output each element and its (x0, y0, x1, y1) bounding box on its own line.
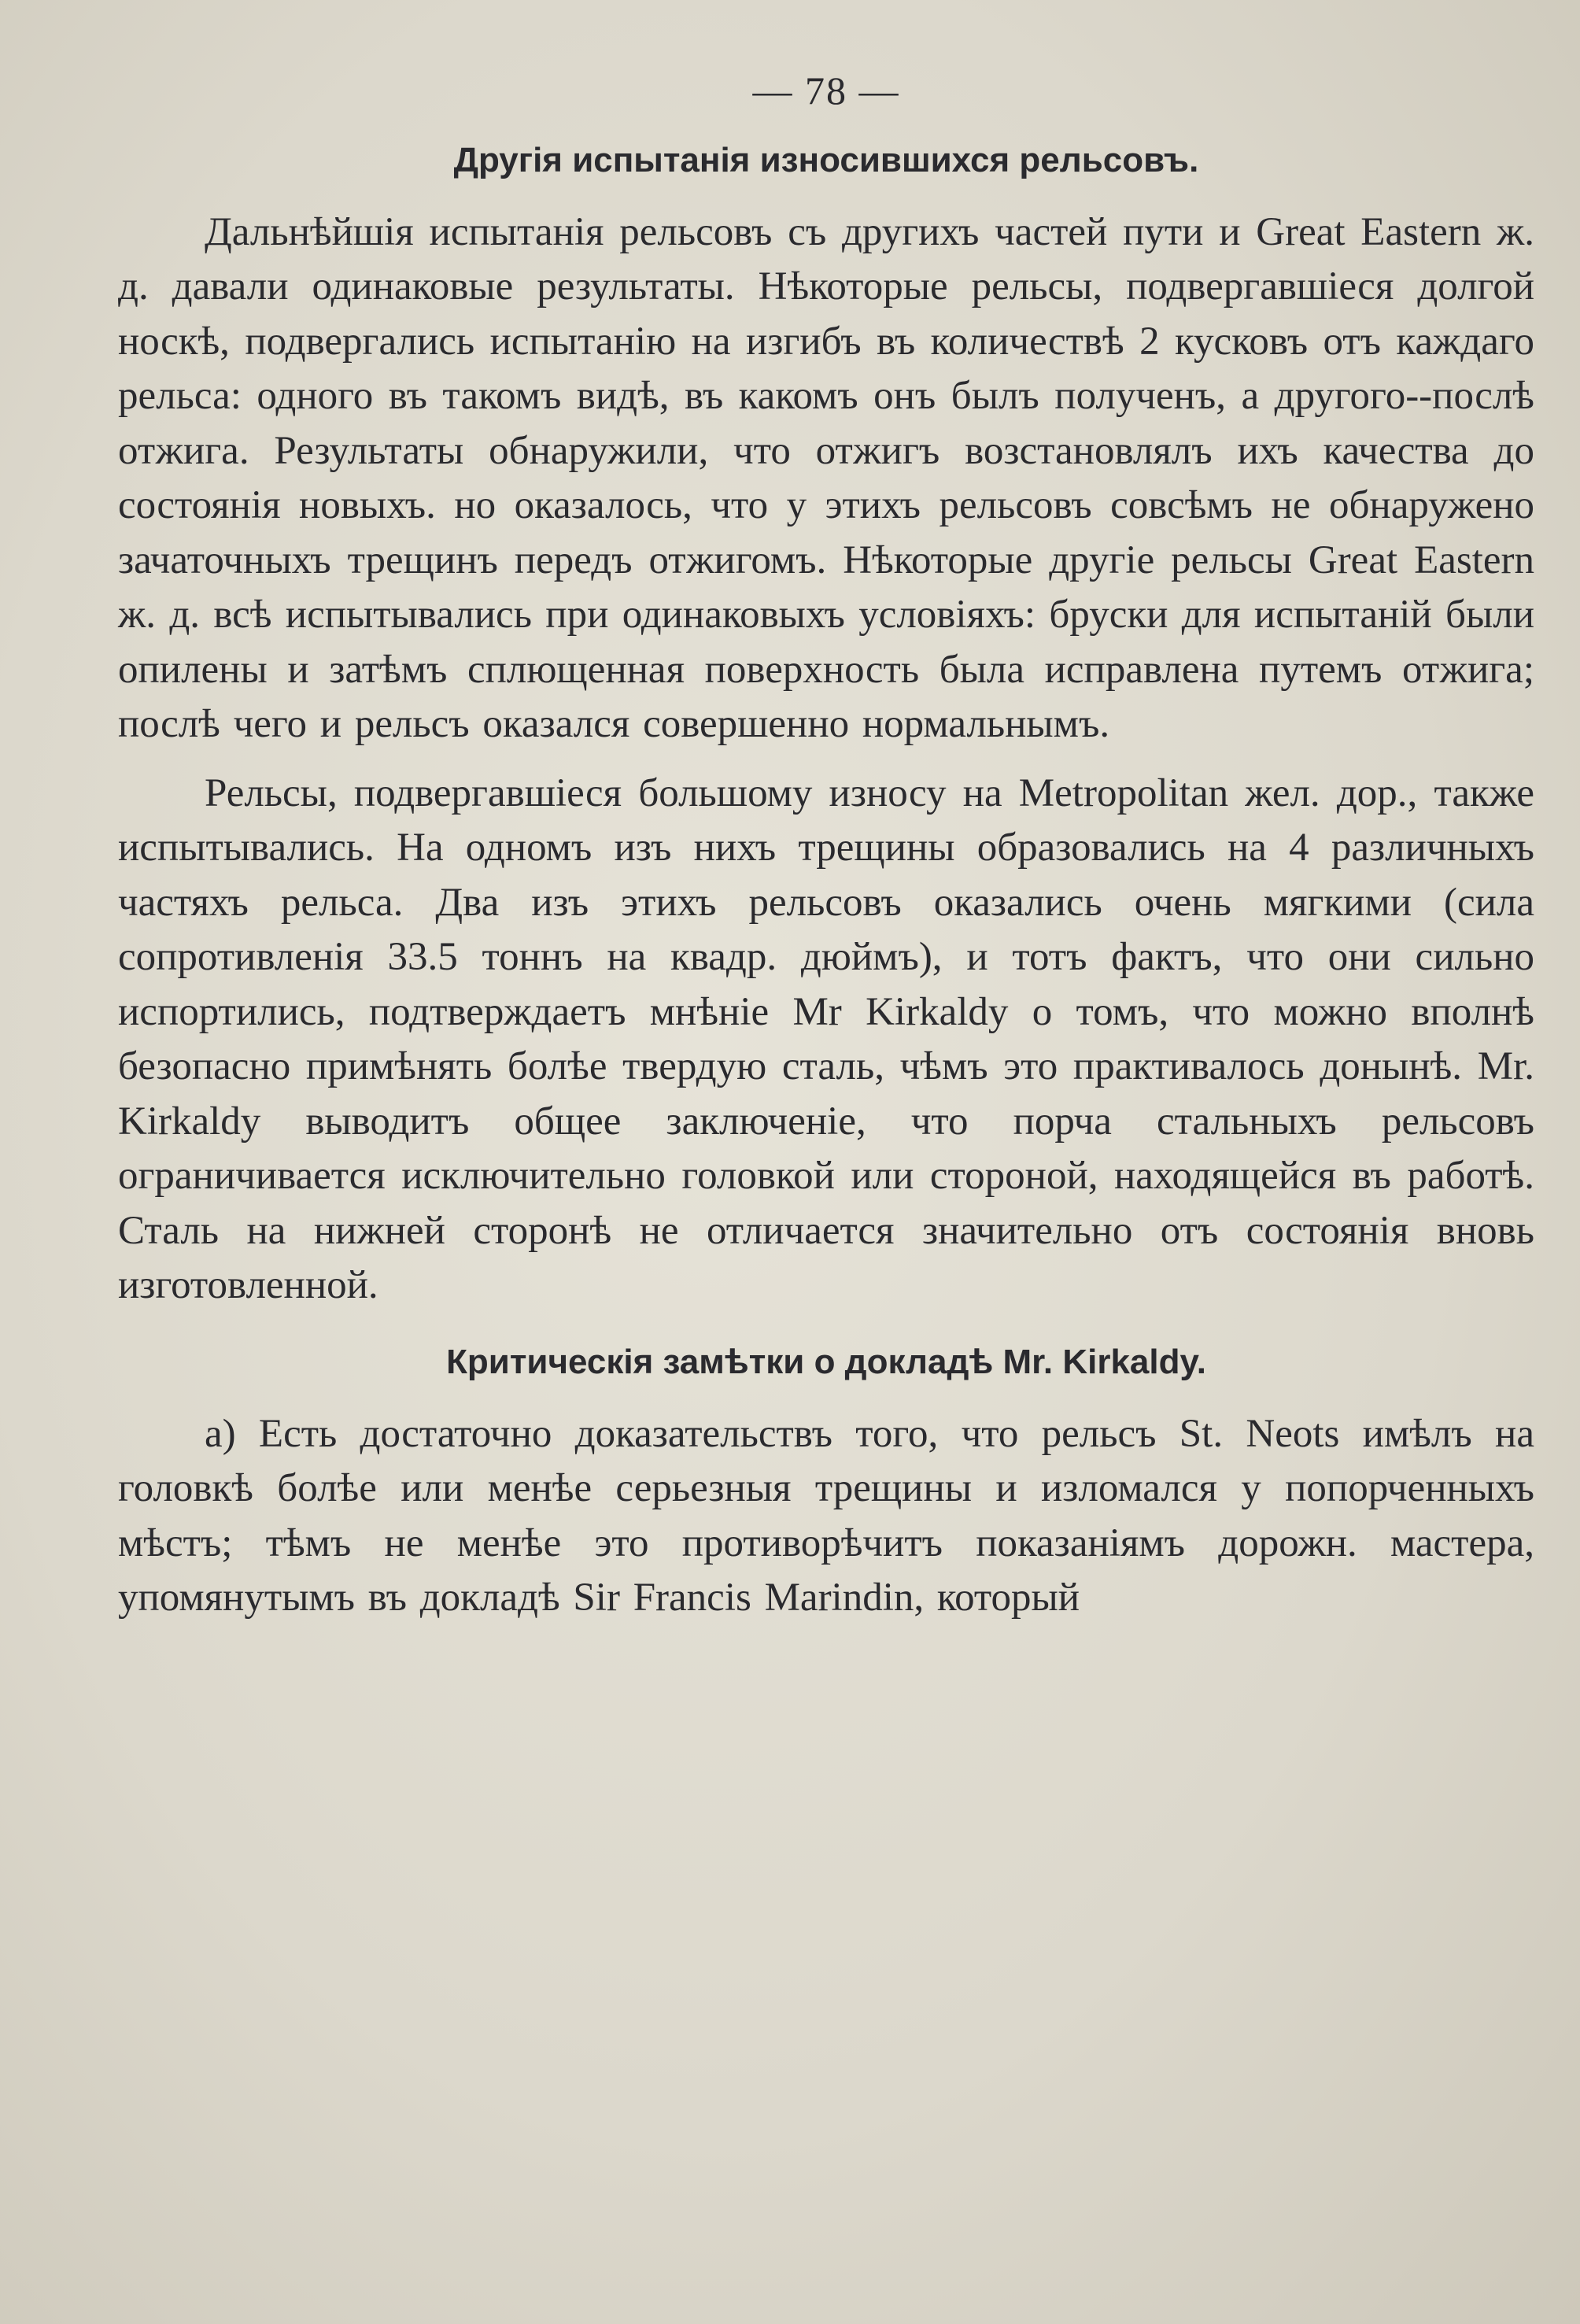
paragraph: а) Есть достаточно доказательствъ того, что рельсъ St. Neots имѣлъ на головкѣ болѣе или менѣе серьезныя трещины и изломался у попорченныхъ мѣстъ; тѣмъ не менѣе это противорѣчитъ показанiямъ дорожн. мастера, упомянутымъ въ докладѣ Sir Francis Marindin, который (118, 1411, 1534, 1620)
page-text (118, 68, 1534, 1640)
paragraph: Рельсы, подвергавшiеся большому износу на Metropolitan жел. дор., также испытывались. На одномъ изъ нихъ трещины образовались на 4 различныхъ частяхъ рельса. Два изъ этихъ рельсовъ оказались очень мягкими (сила сопротивленiя 33.5 тоннъ на квадр. дюймъ), и тотъ фактъ, что они сильно испортились, подтверждаетъ мнѣнiе Mr Kirkaldy о томъ, что можно вполнѣ безопасно примѣнять болѣе твердую сталь, чѣмъ это практивалось донынѣ. Mr. Kirkaldy выводитъ общее заключенiе, что порча стальныхъ рельсовъ ограничивается исключительно головкой или стороной, находящейся въ работѣ. Сталь на нижней сторонѣ не отличается значительно отъ состоянiя вновь изготовленной. (118, 770, 1534, 1308)
paragraph: Дальнѣйшiя испытанiя рельсовъ съ другихъ частей пути и Great Eastern ж. д. давали одинаковые результаты. Нѣкоторые рельсы, подвергавшiеся долгой носкѣ, подвергались испытанiю на изгибъ въ количествѣ 2 кусковъ отъ каждаго рельса: одного въ такомъ видѣ, въ какомъ онъ былъ полученъ, а другого--послѣ отжига. Результаты обнаружили, что отжигъ возстановлялъ ихъ качества до состоянiя новыхъ. но оказалось, что у этихъ рельсовъ совсѣмъ не обнаружено зачаточныхъ трещинъ передъ отжигомъ. Нѣкоторые другiе рельсы Great Eastern ж. д. всѣ испытывались при одинаковыхъ условiяхъ: бруски для испытанiй были опилены и затѣмъ сплющенная поверхность была исправлена путемъ отжига; послѣ чего и рельсъ оказался совершенно нормальнымъ. (118, 209, 1534, 747)
page-number: — 78 — (752, 68, 900, 113)
section-heading-rail-tests: Другiя испытанiя износившихся рельсовъ. (453, 141, 1199, 179)
section-heading-critical-notes: Критическiя замѣтки о докладѣ Mr. Kirkaldy. (446, 1342, 1206, 1381)
